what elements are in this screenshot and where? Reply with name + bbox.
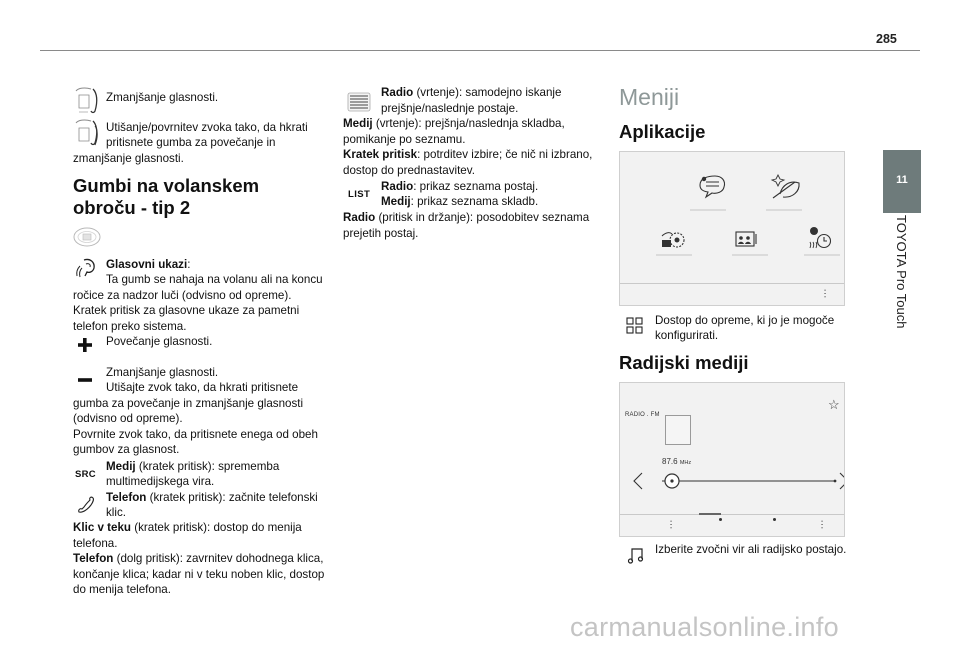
apps-icons-svg (620, 152, 844, 282)
mute-line-3: zmanjšanje glasnosti. (73, 152, 184, 165)
music-note-icon (627, 546, 645, 564)
apps-screen-bottom-bar (620, 283, 844, 284)
radio-line-1 (381, 85, 561, 100)
src-rest: (kratek pritisk): sprememba (135, 460, 280, 473)
steering-wheel-icon (72, 226, 102, 248)
minus-line-5: Povrnite zvok tako, da pritisnete enega od obeh (73, 428, 318, 441)
apps-screen (619, 151, 845, 306)
radio-line-2: prejšnje/naslednje postaje. (381, 102, 519, 115)
radio-bottom-active-tab (699, 513, 721, 515)
src-icon: SRC (75, 469, 96, 480)
plus-icon (77, 337, 93, 353)
radio-bold: Radio (381, 86, 414, 99)
voice-colon: : (187, 258, 191, 271)
footer-watermark: carmanualsonline.info (570, 612, 839, 642)
voice-line-1: Ta gumb se nahaja na volanu ali na koncu (106, 273, 323, 286)
radio-bottom-dot-1[interactable] (719, 518, 722, 521)
short-press-bold: Kratek pritisk (343, 148, 418, 161)
media-bold: Medij (343, 117, 373, 130)
steering-switch-mute-icon (73, 118, 101, 150)
short-press-line-1 (343, 147, 592, 162)
minus-line-3: gumba za povečanje in zmanjšanje glasnosti (73, 397, 304, 410)
apps-screen-more-icon[interactable]: ··· (819, 288, 831, 299)
radio-bottom-menu-icon-1[interactable]: ··· (665, 519, 677, 530)
apps-grid-icon (626, 317, 644, 335)
tel-long-line-1 (73, 551, 323, 566)
voice-line-2: ročice za nadzor luči (odvisno od opreme). (73, 289, 292, 302)
steering-switch-down-icon (73, 86, 101, 116)
tel-rest: (kratek pritisk): začnite telefonski (146, 491, 318, 504)
call-bold: Klic v teku (73, 521, 131, 534)
tuner-prev-icon[interactable] (634, 473, 642, 489)
radio-frequency-unit: MHz (679, 460, 692, 466)
connected-app-icon[interactable] (772, 175, 799, 198)
voice-line-3: Kratek pritisk za glasovne ukaze za pametni (73, 304, 300, 317)
hold-rest: (pritisk in držanje): posodobitev seznama (375, 211, 590, 224)
list-radio-rest: : prikaz seznama postaj. (413, 180, 539, 193)
src-line-1 (106, 459, 279, 474)
mute-line-2: pritisnete gumba za povečanje in (106, 136, 276, 149)
radio-bottom-dot-2[interactable] (773, 518, 776, 521)
media-line-2: pomikanje po seznamu. (343, 133, 466, 146)
vol-down-text: Zmanjšanje glasnosti. (106, 91, 219, 104)
radio-media-title: Radijski mediji (619, 352, 749, 373)
tuner-next-icon[interactable] (840, 473, 844, 489)
phone-icon (77, 496, 95, 514)
tel-line-1 (106, 490, 318, 505)
section-heading-line-1: Gumbi na volanskem (73, 175, 260, 196)
hold-bold: Radio (343, 211, 376, 224)
climate-app-icon[interactable] (810, 227, 831, 248)
list-media-line (381, 194, 538, 209)
media-rest: (vrtenje): prejšnja/naslednja skladba, (372, 117, 565, 130)
tel-long-bold: Telefon (73, 552, 114, 565)
message-app-icon[interactable] (700, 176, 725, 197)
hold-line-1 (343, 210, 589, 225)
src-line-2: multimedijskega vira. (106, 475, 215, 488)
radio-band-label: RADIO . FM (625, 412, 660, 418)
vol-up-text: Povečanje glasnosti. (106, 335, 213, 348)
src-bold: Medij (106, 460, 136, 473)
minus-line-2: Utišajte zvok tako, da hkrati pritisnete (106, 381, 299, 394)
radio-tuner-svg (620, 467, 844, 497)
radio-bottom-menu-icon-2[interactable]: ··· (816, 519, 828, 530)
chapter-label: TOYOTA Pro Touch (894, 215, 909, 329)
mute-line-1: Utišanje/povrnitev zvoka tako, da hkrati (106, 121, 308, 134)
hold-line-2: prejetih postaj. (343, 227, 419, 240)
voice-line-4: telefon preko sistema. (73, 320, 187, 333)
settings-app-icon[interactable] (662, 233, 684, 247)
voice-title (106, 257, 190, 272)
list-media-bold: Medij (381, 195, 411, 208)
media-line-1 (343, 116, 565, 131)
chapter-number: 11 (896, 174, 908, 186)
voice-bold: Glasovni ukazi (106, 258, 188, 271)
voice-command-icon (74, 256, 98, 280)
section-heading-line-2: obroču - tip 2 (73, 197, 191, 218)
list-radio-line (381, 179, 538, 194)
list-radio-bold: Radio (381, 180, 414, 193)
apps-title: Aplikacije (619, 121, 706, 142)
tel-long-line-3: do menija telefona. (73, 583, 171, 596)
call-line-2: telefona. (73, 537, 118, 550)
radio-rest: (vrtenje): samodejno iskanje (413, 86, 562, 99)
screen-app-icon[interactable] (736, 232, 756, 246)
call-line-1 (73, 520, 302, 535)
radio-frequency (662, 457, 691, 466)
tel-long-line-2: končanje klica; kadar ni v teku noben klic, dostop (73, 568, 325, 581)
list-icon: LIST (348, 189, 371, 200)
radio-favorite-icon[interactable]: ☆ (828, 397, 840, 412)
call-rest: (kratek pritisk): dostop do menija (131, 521, 302, 534)
minus-line-6: gumbov za glasnost. (73, 443, 180, 456)
minus-icon (77, 372, 93, 388)
apps-desc-line-2: konfigurirati. (655, 329, 719, 342)
radio-frequency-value: 87.6 (662, 457, 678, 466)
radio-screen (619, 382, 845, 537)
radio-screen-bottom-bar (620, 514, 844, 515)
radio-desc: Izberite zvočni vir ali radijsko postajo. (655, 543, 847, 556)
tel-bold: Telefon (106, 491, 147, 504)
apps-desc-line-1: Dostop do opreme, ki jo je mogoče (655, 314, 835, 327)
short-press-line-2: dostop do prednastavitev. (343, 164, 475, 177)
page-number: 285 (876, 32, 897, 46)
minus-line-4: (odvisno od opreme). (73, 412, 183, 425)
thumbwheel-icon (345, 92, 373, 112)
minus-line-1: Zmanjšanje glasnosti. (106, 366, 219, 379)
radio-artwork (665, 415, 691, 445)
tel-line-2: klic. (106, 506, 126, 519)
short-press-rest: : potrditev izbire; če nič ni izbrano, (417, 148, 593, 161)
menus-title: Meniji (619, 84, 680, 110)
tel-long-rest: (dolg pritisk): zavrnitev dohodnega klica, (113, 552, 324, 565)
header-rule (40, 50, 920, 51)
list-media-rest: : prikaz seznama skladb. (410, 195, 539, 208)
